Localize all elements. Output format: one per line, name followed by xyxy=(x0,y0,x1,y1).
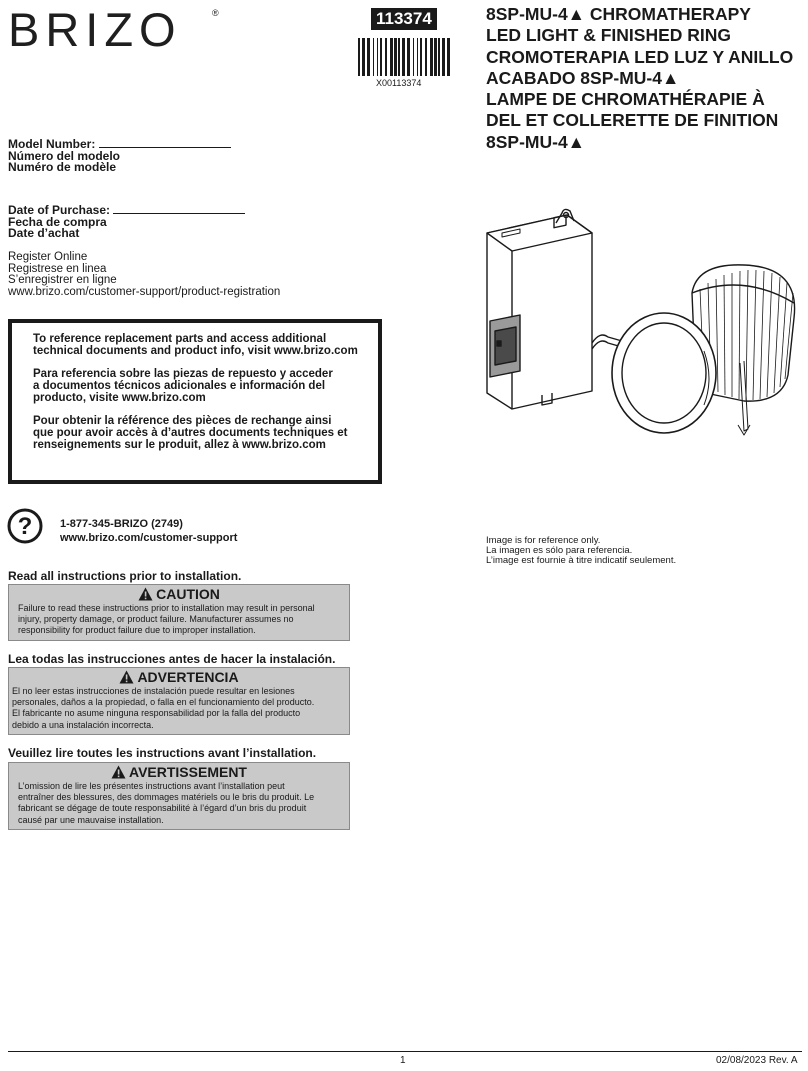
warning-icon xyxy=(111,765,126,779)
page-number: 1 xyxy=(400,1055,406,1066)
avertissement-box xyxy=(8,762,350,830)
barcode-bar xyxy=(425,38,427,76)
advertencia-line: debido a una instalación incorrecta. xyxy=(12,719,154,730)
revision-date: 02/08/2023 Rev. A xyxy=(716,1055,798,1066)
reference-en: To reference replacement parts and access additional technical documents and product info, visit www.brizo.com xyxy=(33,333,358,357)
advertencia-box xyxy=(8,667,350,735)
register-es: Registrese en linea xyxy=(8,262,107,275)
barcode-image xyxy=(358,38,450,76)
barcode-number: X00113374 xyxy=(376,78,422,88)
advertencia-line: El no leer estas instrucciones de instalación puede resultar en lesiones xyxy=(12,686,295,696)
reference-fr: Pour obtenir la référence des pièces de rechange ainsi que pour avoir accès à d’autres documents techniques et renseignements sur le produit, allez à www.brizo.com xyxy=(33,415,348,451)
barcode-bar xyxy=(402,38,405,76)
barcode-bar xyxy=(367,38,370,76)
barcode-bar xyxy=(434,38,437,76)
reference-box xyxy=(8,319,382,484)
read-instructions-es: Lea todas las instrucciones antes de hacer la instalación. xyxy=(8,652,336,666)
title-line: LAMPE DE CHROMATHÉRAPIE À xyxy=(486,89,765,110)
barcode-bar xyxy=(413,38,414,76)
model-number-label-es: Número del modelo xyxy=(8,148,121,163)
customer-support xyxy=(60,517,237,545)
caution-box xyxy=(8,584,350,641)
register-online xyxy=(8,252,280,298)
product-title xyxy=(486,4,804,153)
registered-mark: ® xyxy=(212,8,219,18)
barcode-bar xyxy=(398,38,400,76)
barcode-bar xyxy=(358,38,360,76)
model-number-label: Model Number: xyxy=(8,137,96,151)
model-number-field xyxy=(8,137,231,174)
warning-icon xyxy=(119,670,134,684)
barcode-bar xyxy=(380,38,382,76)
question-circle-icon xyxy=(7,508,43,544)
avertissement-line: fabricant se dégage de toute responsabilité à l’égard d’un bris du produit xyxy=(18,803,307,814)
date-of-purchase-label-es: Fecha de compra xyxy=(8,214,107,229)
barcode-bar xyxy=(430,38,433,76)
barcode-bar xyxy=(390,38,393,76)
caution-title: CAUTION xyxy=(156,586,220,602)
barcode-bar xyxy=(420,38,422,76)
barcode-bar xyxy=(373,38,374,76)
avertissement-line: entraîner des blessures, des dommages matériels ou le bris du produit. Le xyxy=(18,792,315,803)
register-en: Register Online xyxy=(8,251,88,263)
barcode-bar xyxy=(407,38,410,76)
register-url[interactable]: www.brizo.com/customer-support/product-registration xyxy=(8,285,281,298)
title-line: LED LIGHT & FINISHED RING xyxy=(486,25,731,46)
title-line: ACABADO 8SP-MU-4▲ xyxy=(486,67,680,88)
date-of-purchase-label: Date of Purchase: xyxy=(8,203,111,217)
title-line: DEL ET COLLERETTE DE FINITION xyxy=(486,110,779,131)
barcode-bar xyxy=(447,38,450,76)
item-number: 113374 xyxy=(371,8,437,30)
model-number-line[interactable] xyxy=(99,137,231,148)
title-line: 8SP-MU-4▲ CHROMATHERAPY xyxy=(486,4,751,24)
barcode-bar xyxy=(385,38,387,76)
footer-divider xyxy=(8,1051,802,1052)
advertencia-line: El fabricante no asume ninguna responsabilidad por la falla del producto xyxy=(12,708,301,719)
barcode-bar xyxy=(417,38,418,76)
caution-line: responsibility for product failure due to improper installation. xyxy=(18,625,256,636)
support-phone[interactable]: 1-877-345-BRIZO (2749) xyxy=(60,518,183,530)
advertencia-line: personales, daños a la propiedad, o falla en el funcionamiento del producto. xyxy=(12,697,315,708)
advertencia-title: ADVERTENCIA xyxy=(137,669,239,685)
read-instructions-en: Read all instructions prior to installation. xyxy=(8,569,242,583)
date-of-purchase-label-fr: Date d’achat xyxy=(8,226,80,240)
warning-icon xyxy=(138,587,153,601)
model-number-label-fr: Numéro de modèle xyxy=(8,160,117,174)
disclaimer-es: La imagen es sólo para referencia. xyxy=(486,544,633,556)
date-of-purchase-line[interactable] xyxy=(113,203,245,214)
barcode-bar xyxy=(394,38,397,76)
date-of-purchase-field xyxy=(8,203,245,240)
image-disclaimer xyxy=(486,536,676,565)
barcode-bar xyxy=(377,38,378,76)
barcode-bar xyxy=(442,38,445,76)
title-line: CROMOTERAPIA LED LUZ Y ANILLO xyxy=(486,46,794,67)
support-url[interactable]: www.brizo.com/customer-support xyxy=(60,532,238,544)
reference-es: Para referencia sobre las piezas de repuesto y acceder a documentos técnicos adicionales e información del producto, visite www.brizo.com xyxy=(33,368,333,404)
disclaimer-en: Image is for reference only. xyxy=(486,535,601,546)
caution-line: injury, property damage, or product failure. Manufacturer assumes no xyxy=(18,614,294,625)
avertissement-line: causé par une mauvaise installation. xyxy=(18,814,164,825)
register-fr: S’enregistrer en ligne xyxy=(8,274,117,287)
barcode-bar xyxy=(362,38,365,76)
avertissement-line: L’omission de lire les présentes instructions avant l’installation peut xyxy=(18,781,285,791)
title-line: 8SP-MU-4▲ xyxy=(486,131,586,152)
avertissement-title: AVERTISSEMENT xyxy=(129,764,247,780)
barcode-bar xyxy=(438,38,440,76)
disclaimer-fr: L’image est fournie à titre indicatif seulement. xyxy=(486,554,677,566)
read-instructions-fr: Veuillez lire toutes les instructions avant l’installation. xyxy=(8,746,317,760)
brizo-logo: BRIZO xyxy=(8,3,182,56)
product-illustration xyxy=(482,203,800,443)
caution-line: Failure to read these instructions prior to installation may result in personal xyxy=(18,603,315,613)
svg-text:?: ? xyxy=(17,513,33,540)
